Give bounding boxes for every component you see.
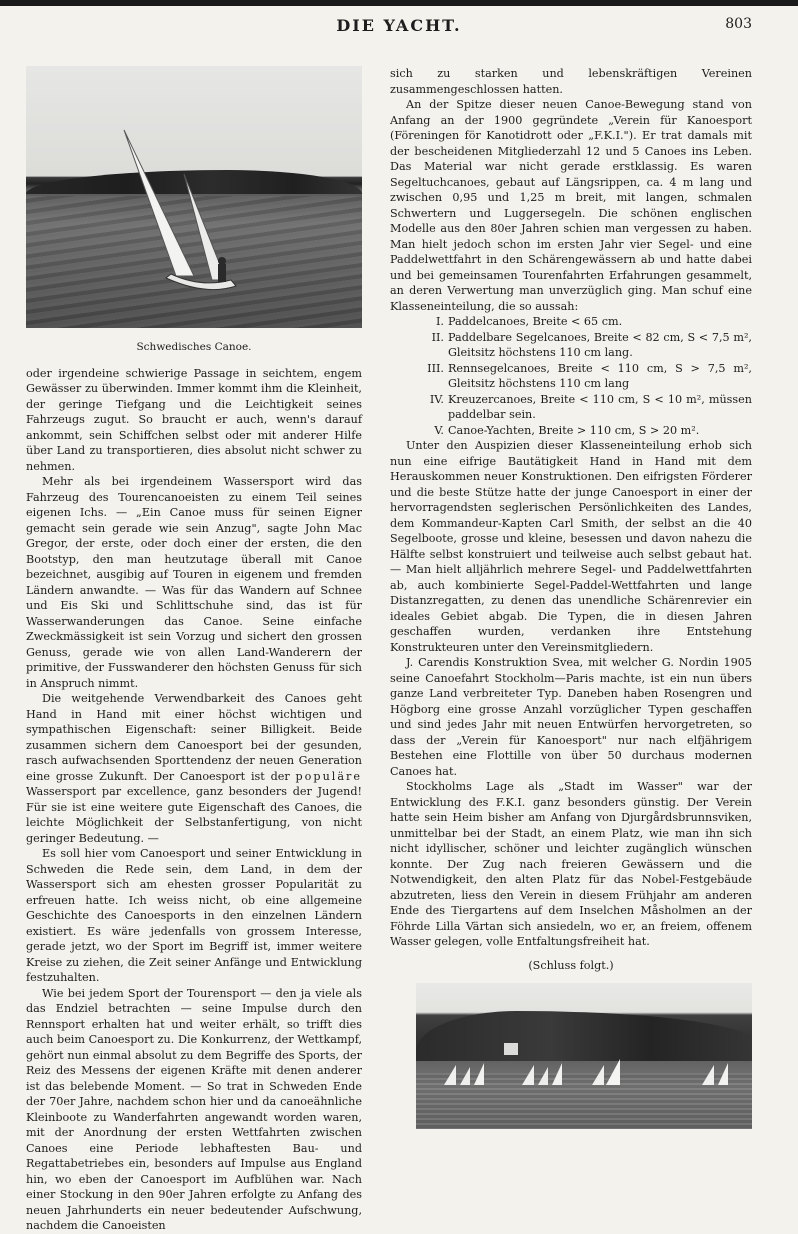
figure-caption: Schwedisches Canoe. — [136, 341, 252, 353]
paragraph: Wie bei jedem Sport der Tourensport — den ja viele als das Endziel betrachten — seine Impulse durch den Rennsport erhalten hat und weiter erhält, so trifft dies auch beim Canoesport zu. Die Konkurrenz, der Wettkampf, gehört nun einmal absolut zu dem Begriffe des Sports, der Reiz des Messens der eigenen Kräfte mit denen anderer ist das belebende Moment. — So trat in Schweden Ende der 70er Jahre, nachdem schon hier und da canoeähnliche Kleinboote zu Wanderfahrten angewandt worden waren, mit der Anordnung der ersten Wettfahrten zwischen Canoes eine Periode lebhaftesten Bau- und Regattabetriebes ein, besonders auf Impulse aus England hin, wo eben der Canoesport im Aufblühen war. Nach einer Stockung in den 90er Jahren erfolgte zu Anfang des neuen Jahrhunderts ein neuer bedeutender Aufschwung, nachdem die Canoeisten — [26, 986, 362, 1232]
paragraph: Es soll hier vom Canoesport und seiner Entwicklung in Schweden die Rede sein, dem Land, in dem der Wassersport sich am ehesten grosser Popularität zu erfreuen hatte. Ich weiss nicht, ob eine allgemeine Geschichte des Canoesports in den einzelnen Ländern existiert. Es wäre jedenfalls von grossem Interesse, gerade jetzt, wo der Sport im Begriff ist, immer weitere Kreise zu ziehen, die Zeit seiner Anfänge und Entwicklung festzuhalten. — [26, 847, 362, 984]
class-item — [390, 314, 752, 330]
class-number: I. — [436, 315, 444, 328]
page-number: 803 — [725, 16, 752, 32]
paragraph: An der Spitze dieser neuen Canoe-Bewegung stand von Anfang an der 1900 gegründete „Verein für Kanoesport (Föreningen för Kanotidrott oder „F.K.I."). Er trat damals mit der bescheidenen Mitgliederzahl 12 und 5 Canoes ins Leben. Das Material war nicht gerade erstklassig. Es waren Segeltuchcanoes, gebaut auf Längsrippen, ca. 4 m lang und zwischen 0,95 und 1,25 m breit, mit langen, schmalen Schwertern und Luggersegeln. Die schönen englischen Modelle aus den 80er Jahren schien man vergessen zu haben. Man hielt jedoch schon im ersten Jahr vier Segel- und eine Paddelwettfahrt in den Schärengewässern ab und hatte dabei und bei gemeinsamen Tourenfahrten Erfahrungen gesammelt, an deren Verwertung man unverzüglich ging. Man schuf eine Klasseneinteilung, die so aussah: — [390, 98, 752, 313]
paragraph: oder irgendeine schwierige Passage in seichtem, engem Gewässer zu überwinden. Immer kommt ihm die Kleinheit, der geringe Tiefgang und die Leichtigkeit seines Fahrzeugs zugut. So braucht er auch, wenn's darauf ankommt, sein Schiffchen selbst oder mit anderer Hilfe über Land zu transportieren, dies absolut nicht schwer zu nehmen. — [26, 366, 362, 473]
class-list — [390, 314, 752, 438]
emphasized-word: populäre — [295, 769, 362, 783]
class-item — [390, 361, 752, 392]
class-item — [390, 423, 752, 439]
class-text: Paddelbare Segelcanoes, Breite < 82 cm, S < 7,5 m², Gleitsitz höchstens 110 cm lang. — [448, 330, 752, 359]
sailboats-illustration — [416, 983, 752, 1129]
paragraph-text: Die weitgehende Verwendbarkeit des Canoes geht Hand in Hand mit einer höchst wichtigen und sympathischen Eigenschaft: seiner Billigkeit. Beide zusammen sichern dem Canoesport bei der gesunden, rasch aufwachsenden Sporttendenz der neuen Generation eine grosse Zukunft. Der Canoesport ist der — [26, 692, 362, 783]
paragraph — [26, 691, 362, 846]
class-text: Rennsegelcanoes, Breite < 110 cm, S > 7,5 m², Gleitsitz höchstens 110 cm lang — [448, 361, 752, 390]
to-be-continued-note: (Schluss folgt.) — [528, 958, 614, 972]
left-column — [26, 66, 362, 1234]
class-number: V. — [434, 423, 444, 437]
paragraph: Stockholms Lage als „Stadt im Wasser" war der Entwicklung des F.K.I. ganz besonders günstig. Der Verein hatte sein Heim bisher am Anfang von Djurgårdsbrunnsviken, unmittelbar bei der Stadt, an einem Platz, wie man ihn sich nicht idyllischer, schöner und leichter zugänglich wünschen konnte. Der Zug nach freieren Gewässern und die Notwendigkeit, den alten Platz für das Nobel-Festgebäude abzutreten, liess den Verein in diesem Frühjahr am anderen Ende des Tiergartens auf dem Inselchen Måsholmen an der Föhrde Lilla Värtan sich ansiedeln, wo er, an freiem, offenem Wasser gelegen, volle Entfaltungsfreiheit hat. — [390, 780, 752, 948]
right-column — [390, 66, 752, 1129]
class-number: II. — [431, 330, 444, 344]
regatta-photo — [416, 983, 752, 1129]
class-text: Kreuzercanoes, Breite < 110 cm, S < 10 m², müssen paddelbar sein. — [448, 392, 752, 421]
page-header — [0, 14, 798, 40]
paragraph: sich zu starken und lebenskräftigen Vereinen zusammengeschlossen hatten. — [390, 67, 752, 96]
magazine-title: DIE YACHT. — [336, 16, 462, 35]
paragraph-text: Wassersport par excellence, ganz besonders der Jugend! Für sie ist eine weitere gute Eigenschaft des Canoes, die leichte Möglichkeit der Selbstanfertigung, von nicht geringer Bedeutung. — — [26, 785, 362, 845]
paragraph: Unter den Auspizien dieser Klasseneinteilung erhob sich nun eine eifrige Bautätigkeit Hand in Hand mit dem Herauskommen neuer Konstruktionen. Den eifrigsten Förderer und die beste Stütze hatte der junge Canoesport in einer der hervorragendsten seglerischen Persönlichkeiten des Landes, dem Kommandeur-Kapten Carl Smith, der selbst an die 40 Segelboote, grosse und kleine, besessen und davon nahezu die Hälfte selbst konstruiert und teilweise auch selbst gebaut hat. — Man hielt alljährlich mehrere Segel- und Paddelwettfahrten ab, auch kombinierte Segel-Paddel-Wettfahrten und lange Distanzregatten, zu denen das unendliche Schärenrevier ein ideales Gebiet abgab. Die Typen, die in diesen Jahren geschaffen wurden, verdanken ihre Entstehung Konstrukteuren unter den Vereinsmitgliedern. — [390, 439, 752, 654]
class-item — [390, 392, 752, 423]
class-number: III. — [427, 361, 444, 375]
page-top-rule — [0, 0, 798, 6]
class-item — [390, 330, 752, 361]
class-number: IV. — [429, 392, 444, 406]
figure-sailing-canoe — [26, 66, 362, 356]
paragraph: J. Carendis Konstruktion Svea, mit welcher G. Nordin 1905 seine Canoefahrt Stockholm—Paris machte, ist ein nun übers ganze Land verbreiteter Typ. Daneben haben Rosengren und Högborg eine grosse Anzahl vorzüglicher Typen geschaffen und sind jedes Jahr mit neuen Entwürfen hervorgetreten, so dass der „Verein für Kanoesport" nur nach elfjährigem Bestehen eine Flottille von über 50 durchaus modernen Canoes hat. — [390, 656, 752, 778]
canoe-illustration — [26, 66, 362, 328]
sailing-canoe-photo — [26, 66, 362, 328]
class-text: Paddelcanoes, Breite < 65 cm. — [448, 315, 623, 328]
class-text: Canoe-Yachten, Breite > 110 cm, S > 20 m². — [448, 423, 700, 437]
paragraph: Mehr als bei irgendeinem Wassersport wird das Fahrzeug des Tourencanoeisten zu einem Teil seines eigenen Ichs. — „Ein Canoe muss für seinen Eigner gemacht sein gerade wie sein Anzug", sagte John Mac Gregor, der erste, oder doch einer der ersten, die den Bootstyp, den man heutzutage überall mit Canoe bezeichnet, ausgibig auf Touren in eigenem und fremden Ländern anwandte. — Was für das Wandern auf Schnee und Eis Ski und Schlittschuhe sind, das ist für Wasserwanderungen das Canoe. Seine einfache Zweckmässigkeit ist sein Vorzug und sichert den grossen Genuss, gerade wie von allen Land-Wanderern der primitive, der Fusswanderer den höchsten Genuss für sich in Anspruch nimmt. — [26, 475, 362, 690]
